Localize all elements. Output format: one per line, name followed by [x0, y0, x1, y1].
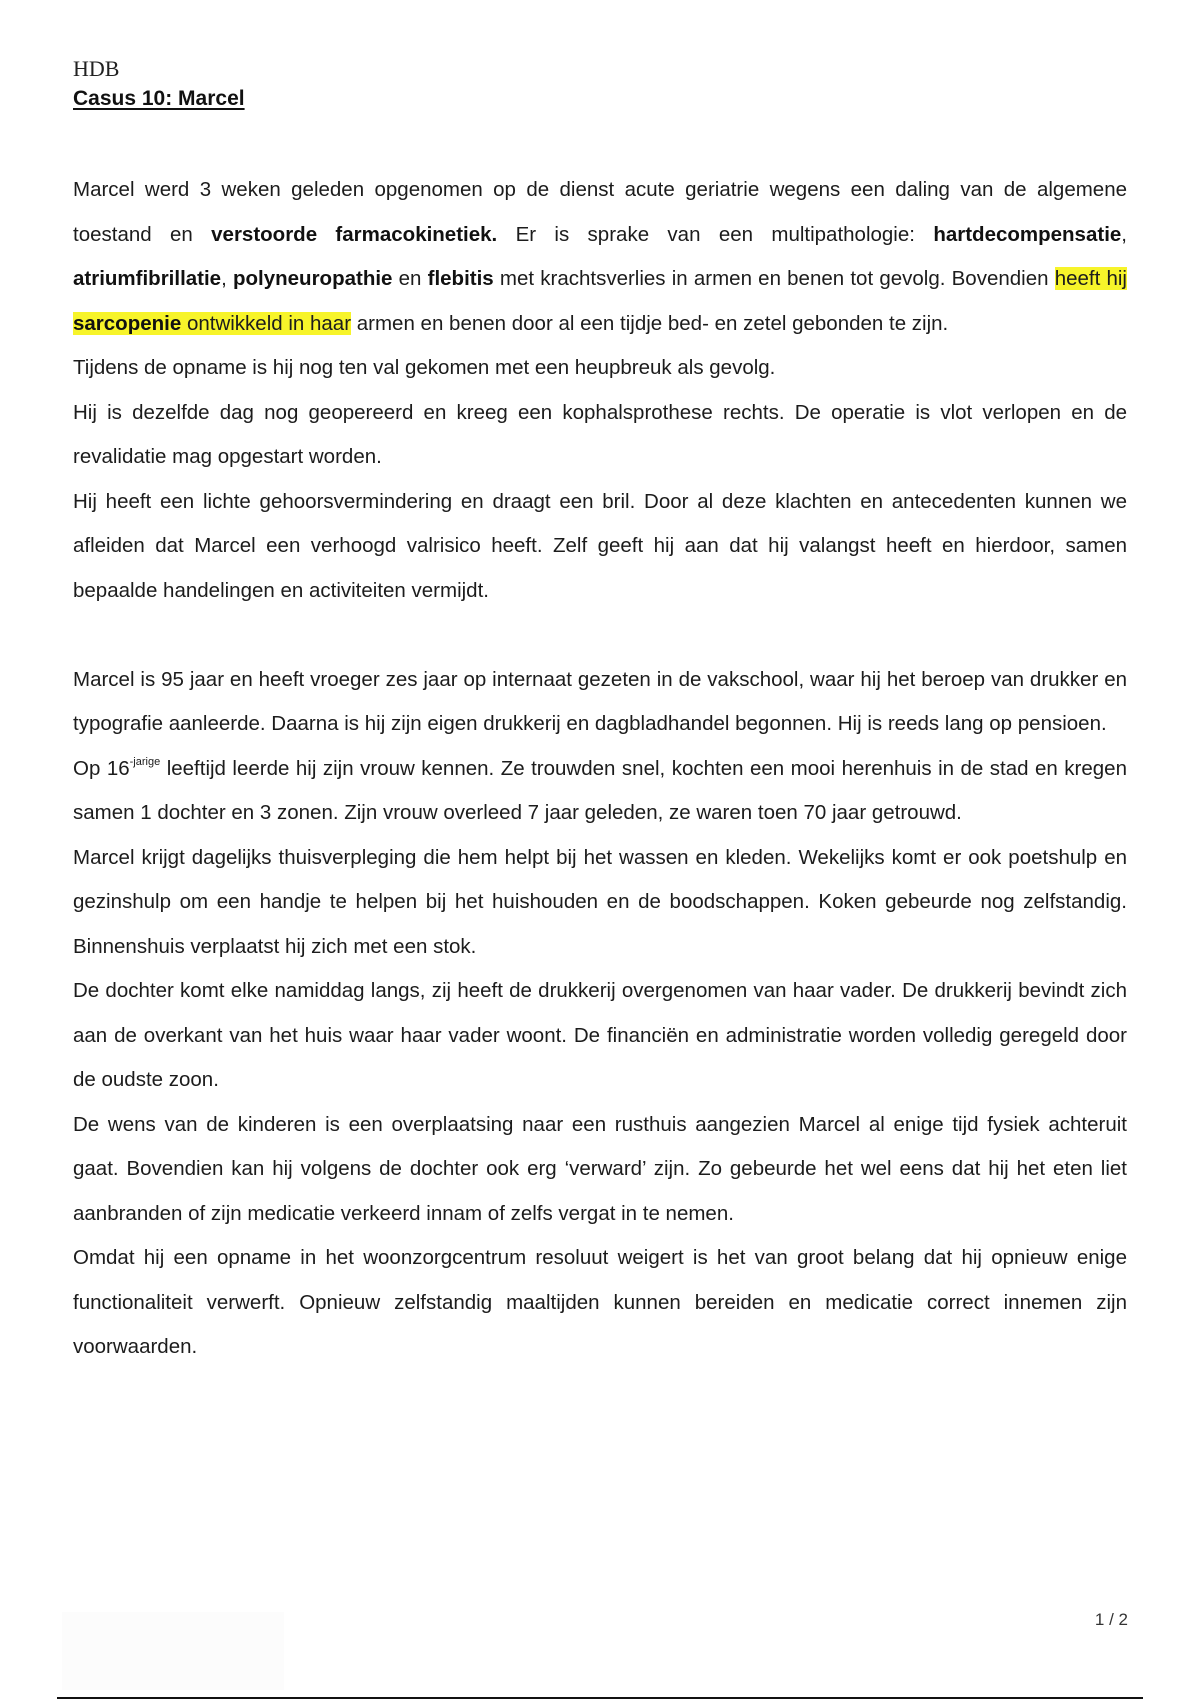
bold-term-hartdecompensatie: hartdecompensatie	[933, 222, 1122, 246]
highlighted-text: ontwikkeld in haar	[181, 311, 352, 335]
bold-term-flebitis: flebitis	[427, 267, 494, 290]
text-run: ,	[1121, 222, 1127, 246]
text-run: Op 16	[73, 756, 130, 780]
footer-divider	[57, 1697, 1143, 1699]
footer-blank-area	[62, 1612, 284, 1690]
text-run: Marcel werd 3 weken geleden opgenomen op de dienst acute geriatrie wegens een daling van de algemene toestand en	[73, 178, 1127, 246]
bold-term-atriumfibrillatie: atriumfibrillatie	[73, 267, 222, 290]
paragraph-fall-risk: Hij heeft een lichte gehoorsvermindering en draagt een bril. Door al deze klachten en antecedenten kunnen we afleiden dat Marcel een verhoogd valrisico heeft. Zelf geeft hij aan dat hij valangst heeft en hierdoor, samen bepaalde handelingen en activiteiten vermijdt.	[73, 489, 1127, 602]
text-run: met krachtsverlies in armen en benen tot gevolg. Bovendien	[493, 267, 1055, 290]
paragraph-background: Marcel is 95 jaar en heeft vroeger zes jaar op internaat gezeten in de vakschool, waar hij het beroep van drukker en typografie aanleerde. Daarna is hij zijn eigen drukkerij en dagbladhandel begonnen. Hij is reeds lang op pensioen.	[73, 667, 1127, 735]
case-title: Casus 10: Marcel	[73, 87, 245, 110]
bold-term-farmacokinetiek: verstoorde farmacokinetiek.	[211, 222, 498, 246]
text-run: en	[392, 267, 428, 290]
paragraph-surgery: Hij is dezelfde dag nog geopereerd en kreeg een kophalsprothese rechts. De operatie is vlot verlopen en de revalidatie mag opgestart worden.	[73, 400, 1127, 468]
paragraph-wish-children: De wens van de kinderen is een overplaatsing naar een rusthuis aangezien Marcel al enige tijd fysiek achteruit gaat. Bovendien kan hij volgens de dochter ook erg ‘verward’ zijn. Zo gebeurde het wel eens dat hij het eten liet aanbranden of zijn medicatie verkeerd innam of zelfs vergat in te nemen.	[73, 1112, 1127, 1225]
text-run: ,	[221, 267, 233, 290]
page-number: 1 / 2	[1094, 1610, 1128, 1629]
highlighted-bold-term-sarcopenie: sarcopenie	[73, 311, 182, 335]
paragraph-home-care: Marcel krijgt dagelijks thuisverpleging die hem helpt bij het wassen en kleden. Wekelijks komt er ook poetshulp en gezinshulp om een handje te helpen bij het huishouden en de boodschappen. Koken gebeurde nog zelfstandig. Binnenshuis verplaatst hij zich met een stok.	[73, 845, 1127, 958]
paragraph-daughter: De dochter komt elke namiddag langs, zij heeft de drukkerij overgenomen van haar vader. De drukkerij bevindt zich aan de overkant van het huis waar haar vader woont. De financiën en administratie worden volledig geregeld door de oudste zoon.	[73, 979, 1127, 1091]
text-run: Er is sprake van een multipathologie:	[497, 222, 934, 246]
paragraph-admission	[73, 168, 1127, 346]
document-body	[73, 168, 1127, 1370]
bold-term-polyneuropathie: polyneuropathie	[232, 267, 393, 290]
text-run: armen en benen door al een tijdje bed- en zetel gebonden te zijn.	[351, 311, 949, 335]
highlighted-text: heeft hij	[1054, 267, 1127, 290]
paragraph-family	[73, 747, 1127, 836]
document-header-tag: HDB	[73, 56, 120, 81]
paragraph-fall: Tijdens de opname is hij nog ten val gekomen met een heupbreuk als gevolg.	[73, 356, 776, 379]
text-run: leeftijd leerde hij zijn vrouw kennen. Ze trouwden snel, kochten een mooi herenhuis in de stad en kregen samen 1 dochter en 3 zonen. Zijn vrouw overleed 7 jaar geleden, ze waren toen 70 jaar getrouwd.	[73, 756, 1127, 824]
paragraph-conclusion: Omdat hij een opname in het woonzorgcentrum resoluut weigert is het van groot belang dat hij opnieuw enige functionaliteit verwerft. Opnieuw zelfstandig maaltijden kunnen bereiden en medicatie correct innemen zijn voorwaarden.	[73, 1246, 1127, 1358]
superscript-jarige: -jarige	[129, 755, 161, 768]
